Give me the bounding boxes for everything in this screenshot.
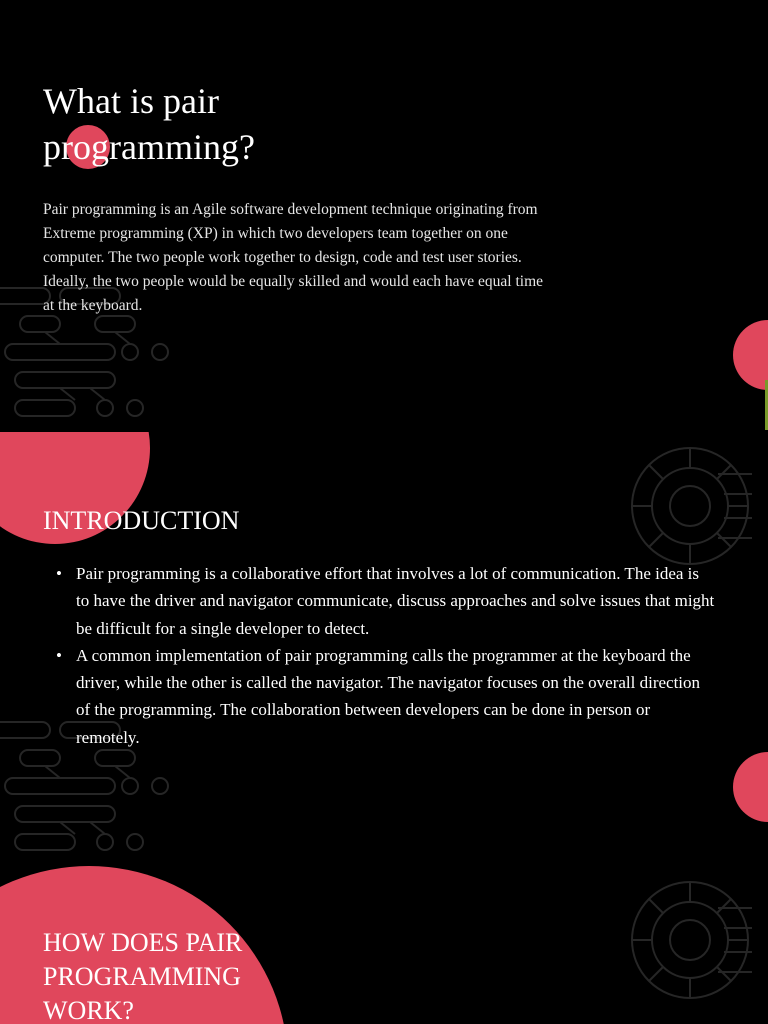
slide-what-is-pair-programming xyxy=(0,0,768,432)
bullet-list xyxy=(56,560,716,751)
slide-title: HOW DOES PAIR PROGRAMMING WORK? xyxy=(43,928,243,1024)
list-item xyxy=(56,560,716,642)
bullet-marker: • xyxy=(56,564,62,583)
list-item-text: Pair programming is a collaborative effort that involves a lot of communication. The idea is to have the driver and navigator communicate, discuss approaches and solve issues that might be difficult for a single developer to detect. xyxy=(76,564,715,638)
accent-circle-right xyxy=(733,752,768,822)
list-item xyxy=(56,642,716,751)
slide-title: INTRODUCTION xyxy=(43,506,240,535)
gear-icon xyxy=(628,878,768,1008)
bullet-marker: • xyxy=(56,645,62,665)
list-item-text: A common implementation of pair programming calls the programmer at the keyboard the driver, while the other is called the navigator. The navigator focuses on the overall direction of the programming. The collaboration between developers can be done in person or remotely. xyxy=(76,645,701,747)
gear-icon xyxy=(628,444,768,574)
slide-title: What is pair programming? xyxy=(43,81,255,167)
slide-paragraph: Pair programming is an Agile software development technique originating from Extreme programming (XP) in which two developers team together on one computer. The two people work together to design, code and test user stories. Ideally, the two people would be equally skilled and would each have equal time at the keyboard. xyxy=(43,201,544,314)
slide-how-does-pair-programming-work xyxy=(0,864,768,1024)
slide-introduction xyxy=(0,432,768,864)
accent-circle-right xyxy=(733,320,768,390)
